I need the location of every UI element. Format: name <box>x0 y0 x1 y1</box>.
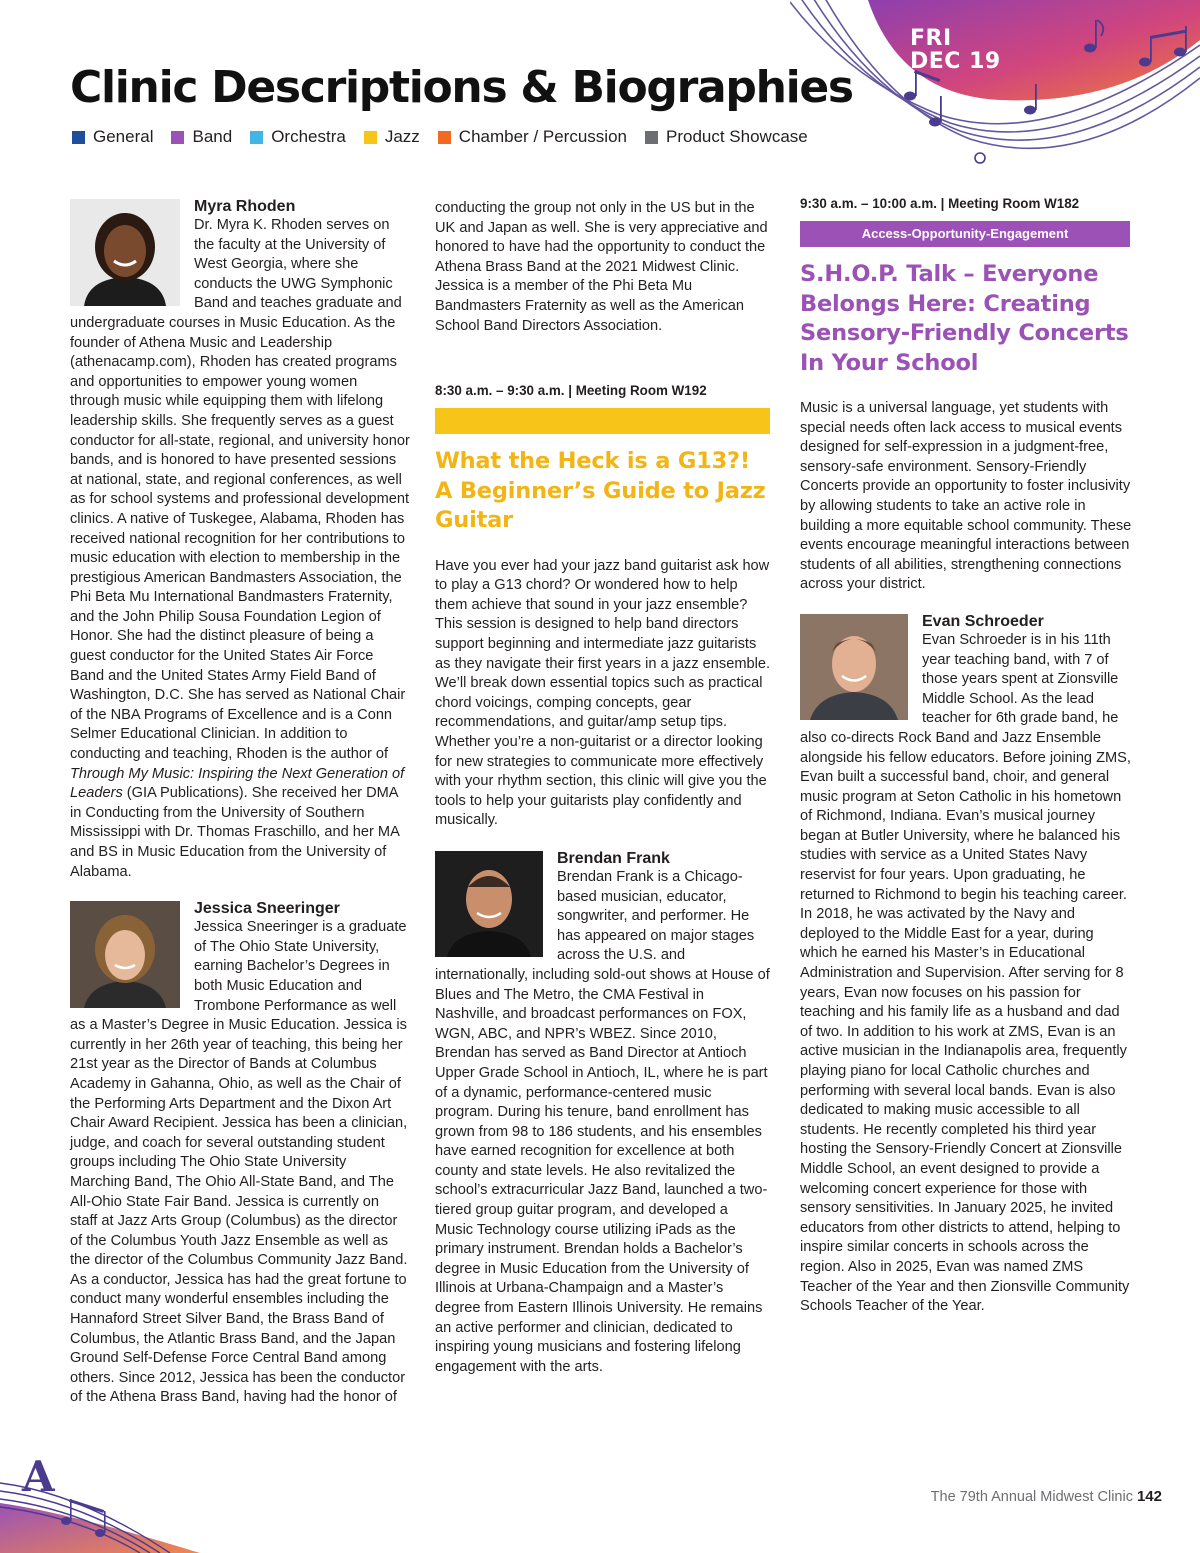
category-legend <box>72 127 808 147</box>
session-title: What the Heck is a G13?! A Beginner’s Guide to Jazz Guitar <box>435 448 766 534</box>
column-2 <box>435 199 770 1377</box>
legend-item-product-showcase <box>645 127 808 147</box>
legend-label: Jazz <box>384 127 420 146</box>
legend-label: Orchestra <box>271 127 346 146</box>
bio-myra-rhoden <box>70 197 410 882</box>
bio-name: Brendan Frank <box>557 849 670 867</box>
column-1 <box>70 197 410 1408</box>
legend-swatch <box>250 131 263 144</box>
date-date: DEC 19 <box>910 49 1001 74</box>
footer-text: The 79th Annual Midwest Clinic <box>930 1489 1133 1505</box>
legend-swatch <box>171 131 184 144</box>
bio-continuation: conducting the group not only in the US but in the UK and Japan as well. She is very appreciative and honored to have had the opportunity to conduct the Athena Brass Band at the 2021 Midwest Clinic. Jessica is a member of the Phi Beta Mu Bandmasters Fraternity as well as the American School Band Directors Association. <box>435 200 768 334</box>
legend-item-band <box>171 127 232 147</box>
bio-evan-schroeder <box>800 612 1135 1317</box>
page-number: 142 <box>1136 1488 1162 1505</box>
page-title: Clinic Descriptions & Biographies <box>70 62 853 113</box>
session-time-room: 9:30 a.m. – 10:00 a.m. | Meeting Room W182 <box>800 196 1080 211</box>
legend-swatch <box>72 131 85 144</box>
legend-item-general <box>72 127 153 147</box>
bio-text: Evan Schroeder is in his 11th year teaching band, with 7 of those years spent at Zionsville Middle School. As the lead teacher for 6th grade band, he also co-directs Rock Band and Jazz Ensemble alongside his fellow educators. Before joining ZMS, Evan built a successful band, choir, and general music program at Seton Catholic in his hometown of Richmond, Indiana. Evan’s musical journey began at Butler University, where he balanced his studies with service as a United States Navy reservist for four years. Upon graduating, he returned to Richmond to begin his teaching career. In 2018, he was activated by the Navy and deployed to the Middle East for a year, during which he earned his Master’s in Educational Administration and Supervision. After serving for 8 years, Evan now focuses on his passion for teaching and his family life as a husband and dad of two. In addition to his work at ZMS, Evan is an active musician in the Indianapolis area, frequently playing piano for local Catholic churches and performing with several local bands. Evan is also dedicated to making music accessible to all students. He recently completed his third year hosting the Sensory-Friendly Concert at Zionsville Middle School, an event designed to provide a welcoming concert experience for those with sensory sensitivities. In January 2025, he invited educators from other districts to attend, helping to inspire similar concerts in schools across the region. Also in 2025, Evan was named ZMS Teacher of the Year and then Zionsville Community Schools Teacher of the Year. <box>800 631 1131 1315</box>
legend-label: Chamber / Percussion <box>458 127 627 146</box>
bio-name: Evan Schroeder <box>922 612 1044 630</box>
bio-text: Jessica Sneeringer is a graduate of The Ohio State University, earning Bachelor’s Degrees in both Music Education and Trombone Performance as well as a Master’s Degree in Music Education. Jessica is currently in her 26th year of teaching, this being her 21st year as the Director of Bands at Columbus Academy in Gahanna, Ohio, as well as the Chair of the Performing Arts Department and the Dixon Art Chair Award Recipient. Jessica has been a clinician, judge, and coach for several outstanding student groups including The Ohio State University Marching Band, The Ohio All-State Band, and The All-Ohio State Fair Band. Jessica is currently on staff at Jazz Arts Group (Columbus) as the director of the Columbus Youth Jazz Ensemble as well as the director of the Columbus Community Jazz Band. As a conductor, Jessica has had the great fortune to conduct many wonderful ensembles including the Hannaford Street Silver Band, the Brass Band of Columbus, the Atlantic Brass Band, and the Japan Ground Self-Defense Force Central Band among others. Since 2012, Jessica has been the conductor of the Athena Brass Band, having had the honor of <box>70 919 408 1406</box>
legend-swatch <box>438 131 451 144</box>
session-time-room: 8:30 a.m. – 9:30 a.m. | Meeting Room W192 <box>435 383 707 399</box>
session-category-bar <box>435 408 770 434</box>
session-description: Have you ever had your jazz band guitarist ask how to play a G13 chord? Or wondered how to help them achieve that sound in your jazz ensemble? This session is designed to help band directors support beginning and intermediate jazz guitarists as they navigate their first years in a jazz ensemble. We’ll break down essential topics such as practical chord voicings, comping concepts, gear recommendations, and guitar/amp setup tips. Whether you’re a non-guitarist or a director looking for new strategies to communicate more effectively with your rhythm section, this clinic will give you the tools to help your guitarists play confidently and musically. <box>435 557 771 829</box>
bio-text: Brendan Frank is a Chicago-based musician, educator, songwriter, and performer. He has appeared on major stages across the U.S. and internationally, including sold-out shows at House of Blues and The Metro, the CMA Festival in Nashville, and broadcast performances on FOX, WGN, ABC, and NPR’s WBEZ. Since 2010, Brendan has served as Band Director at Antioch Upper Grade School in Antioch, IL, where he is part of a dynamic, performance-centered music program. During his tenure, band enrollment has grown from 98 to 186 students, and his ensembles have earned recognition for excellence at both county and state levels. He also revitalized the school’s extracurricular Jazz Band, launched a two-tiered group guitar program, and developed a Music Technology course utilizing iPads as the primary instrument. Brendan holds a Bachelor’s degree in Music Education from the University of Illinois at Urbana-Champaign and a Master’s degree from Eastern Illinois University. He remains an active performer and clinician, dedicated to inspiring young musicians and fostering lifelong engagement with the arts. <box>435 868 770 1375</box>
session-description: Music is a universal language, yet students with special needs often lack access to musical events designed for self-expression in a judgment-free, sensory-safe environment. Sensory-Friendly Concerts provide an opportunity to foster inclusivity by allowing students to take an active role in building a more equitable school community. These events encourage meaningful interactions between students of all abilities, strengthening connections across your district. <box>800 400 1132 593</box>
date-badge <box>910 27 1001 73</box>
session-category-bar: Access-Opportunity-Engagement <box>800 221 1130 247</box>
legend-item-chamber-percussion <box>438 127 627 147</box>
legend-label: General <box>93 127 154 146</box>
date-day: FRI <box>910 26 952 51</box>
svg-text:A: A <box>22 1452 55 1501</box>
legend-swatch <box>645 131 658 144</box>
legend-item-orchestra <box>250 127 346 147</box>
legend-label: Band <box>192 127 233 146</box>
bio-text-part: (GIA Publications). She received her DMA in Conducting from the University of Southern Mississippi with Dr. Thomas Fraschillo, and her MA and BS in Music Education from the University of Alabama. <box>70 785 400 880</box>
page-footer <box>931 1488 1162 1505</box>
headshot-photo <box>70 901 180 1008</box>
column-3 <box>800 195 1135 1317</box>
legend-swatch <box>364 131 377 144</box>
headshot-photo <box>70 199 180 306</box>
music-note-decoration <box>0 1433 200 1553</box>
headshot-photo <box>800 614 908 720</box>
bio-brendan-frank <box>435 849 770 1377</box>
bio-text-part: Dr. Myra K. Rhoden serves on the faculty at the University of West Georgia, where she conducts the UWG Symphonic Band and teaches graduate and undergraduate courses in Music Education. As the founder of Athena Music and Leadership (athenacamp.com), Rhoden has created programs and opportunities to empower young women through music while equipping them with lifelong leadership skills. She frequently serves as a guest conductor for all-state, regional, and university honor bands, and is honored to have presented sessions at national, state, and regional conferences, as well as for school systems and professional development clinics. A native of Tuskegee, Alabama, Rhoden has received national recognition for her contributions to music education with election to membership in the prestigious American Bandmasters Association, the Phi Beta Mu International Bandmasters Fraternity, and the John Philip Sousa Foundation Legion of Honor. She had the distinct pleasure of being a guest conductor for the United States Air Force Band and the United States Army Field Band of Washington, D.C. She has served as National Chair of the NBA Programs of Excellence and is a Conn Selmer Educational Clinician. In addition to conducting and teaching, Rhoden is the author of <box>70 217 410 763</box>
session-title: S.H.O.P. Talk – Everyone Belongs Here: Creating Sensory-Friendly Concerts In Your School <box>800 261 1129 376</box>
book-title: Through My Music: Inspiring the Next Generation of Leaders <box>70 765 405 802</box>
session-shop-talk <box>800 195 1135 595</box>
bio-name: Myra Rhoden <box>194 198 296 215</box>
session-jazz-guitar <box>435 382 770 831</box>
bio-text <box>70 216 410 882</box>
legend-label: Product Showcase <box>665 127 808 146</box>
headshot-photo <box>435 851 543 957</box>
bio-jessica-sneeringer <box>70 899 410 1408</box>
legend-item-jazz <box>364 127 420 147</box>
bio-name: Jessica Sneeringer <box>194 900 340 918</box>
